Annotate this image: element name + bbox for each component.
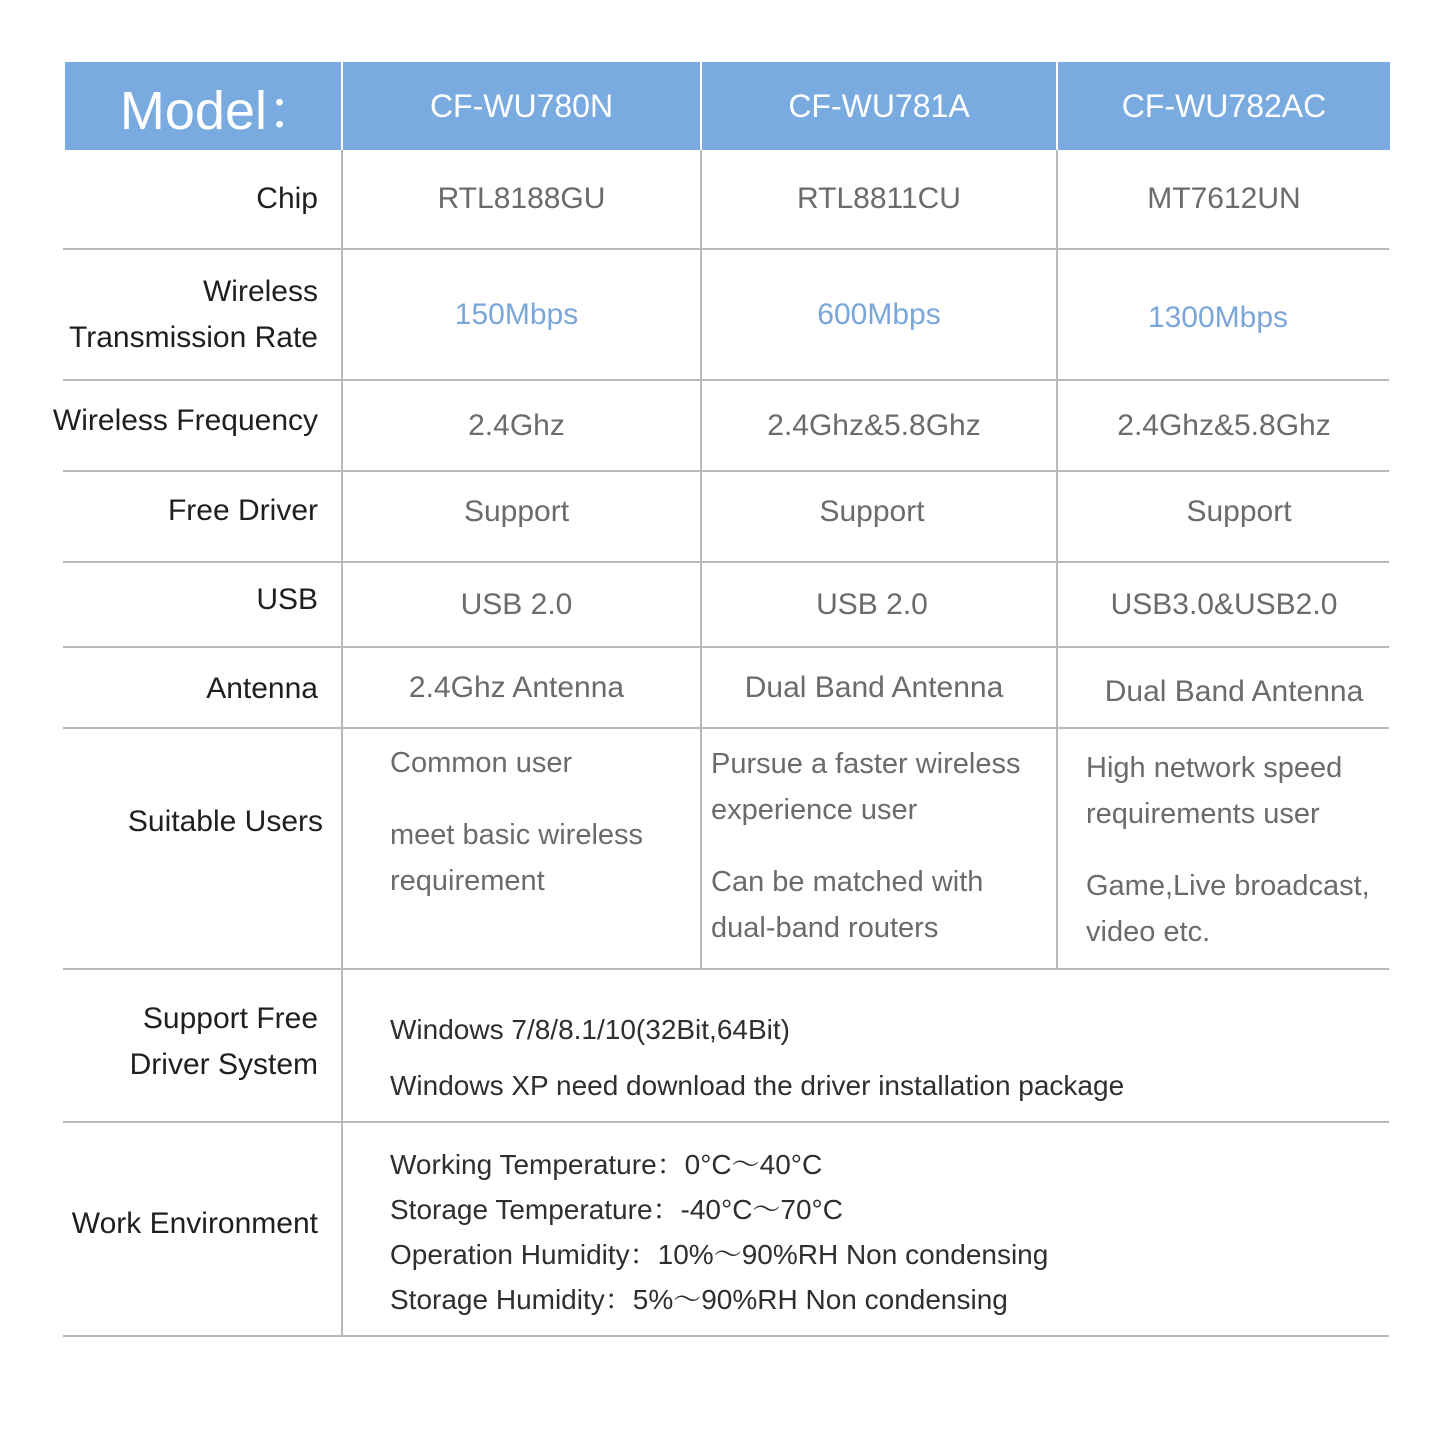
- row-label-text: Antenna: [206, 672, 318, 705]
- suitable-text: requirement: [390, 865, 545, 897]
- row-label-text: Wireless: [202, 274, 318, 308]
- suitable-text: meet basic wireless: [390, 819, 644, 851]
- row-label-suitable-users: [40, 729, 323, 915]
- chip-value: MT7612UN: [1147, 182, 1301, 215]
- frequency-value: 2.4Ghz: [468, 408, 565, 442]
- rate-value: 150Mbps: [454, 297, 579, 331]
- usb-value: USB3.0&USB2.0: [1110, 587, 1338, 621]
- usb-value: USB 2.0: [460, 587, 573, 621]
- suitable-text: Can be matched with: [711, 866, 984, 898]
- header-model-2: CF-WU781A: [702, 62, 1056, 150]
- row-label-text: Suitable Users: [127, 805, 323, 838]
- row-label-text: Wireless Frequency: [52, 404, 318, 437]
- usb-value: USB 2.0: [816, 587, 928, 621]
- suitable-users-col2: [711, 741, 1051, 951]
- chip-value: RTL8188GU: [437, 182, 606, 215]
- row-label-usb: [40, 563, 318, 637]
- rate-value: 600Mbps: [817, 297, 941, 331]
- row-label-text: Chip: [256, 182, 318, 215]
- environment-line: Storage Humidity：5%～90%RH Non condensing: [390, 1284, 1008, 1315]
- row-label-text: USB: [256, 583, 318, 616]
- grid-hline: [63, 968, 1389, 970]
- suitable-text: Game,Live broadcast,: [1086, 870, 1370, 902]
- header-model-label: Model：: [65, 62, 341, 150]
- suitable-text: requirements user: [1086, 798, 1320, 830]
- antenna-value: 2.4Ghz Antenna: [408, 670, 625, 704]
- free-driver-value: Support: [463, 495, 570, 528]
- row-label-antenna: [40, 648, 318, 730]
- antenna-value: Dual Band Antenna: [744, 670, 1004, 704]
- suitable-text: dual-band routers: [711, 912, 939, 944]
- free-driver-value: Support: [819, 495, 925, 528]
- row-label-chip: [40, 150, 318, 248]
- row-label-text: Free Driver: [167, 494, 318, 527]
- suitable-text: video etc.: [1086, 916, 1211, 948]
- suitable-text: Common user: [390, 747, 573, 779]
- antenna-value: Dual Band Antenna: [1104, 674, 1364, 708]
- driver-system-line: Windows XP need download the driver installation package: [390, 1070, 1125, 1101]
- rate-value: 1300Mbps: [1147, 300, 1289, 334]
- row-label-text: Driver System: [129, 1048, 318, 1081]
- chip-value: RTL8811CU: [797, 182, 961, 215]
- driver-system-list: [390, 1002, 1124, 1114]
- suitable-text: Pursue a faster wireless: [711, 748, 1021, 780]
- header-model-3: CF-WU782AC: [1058, 62, 1390, 150]
- free-driver-value: Support: [1186, 495, 1292, 528]
- row-label-frequency: [40, 381, 318, 461]
- row-label-text: Transmission Rate: [69, 320, 318, 354]
- environment-line: Operation Humidity：10%～90%RH Non condensing: [390, 1239, 1049, 1270]
- row-label-work-environment: [40, 1123, 318, 1325]
- suitable-text: experience user: [711, 794, 918, 826]
- grid-hline: [63, 1335, 1389, 1337]
- suitable-users-col3: [1086, 745, 1386, 955]
- frequency-value: 2.4Ghz&5.8Ghz: [767, 408, 981, 442]
- frequency-value: 2.4Ghz&5.8Ghz: [1117, 408, 1331, 442]
- row-label-free-driver: [40, 472, 318, 550]
- driver-system-line: Windows 7/8/8.1/10(32Bit,64Bit): [390, 1014, 790, 1045]
- environment-line: Working Temperature：0°C～40°C: [390, 1149, 823, 1180]
- header-model-1: CF-WU780N: [343, 62, 700, 150]
- suitable-text: High network speed: [1086, 752, 1343, 784]
- row-label-transmission-rate: [40, 250, 318, 379]
- row-label-text: Support Free: [142, 1002, 318, 1035]
- row-label-text: Work Environment: [71, 1207, 318, 1240]
- environment-list: [390, 1142, 1048, 1322]
- suitable-users-col1: [390, 740, 690, 904]
- row-label-driver-system: [40, 990, 318, 1094]
- environment-line: Storage Temperature：-40°C～70°C: [390, 1194, 843, 1225]
